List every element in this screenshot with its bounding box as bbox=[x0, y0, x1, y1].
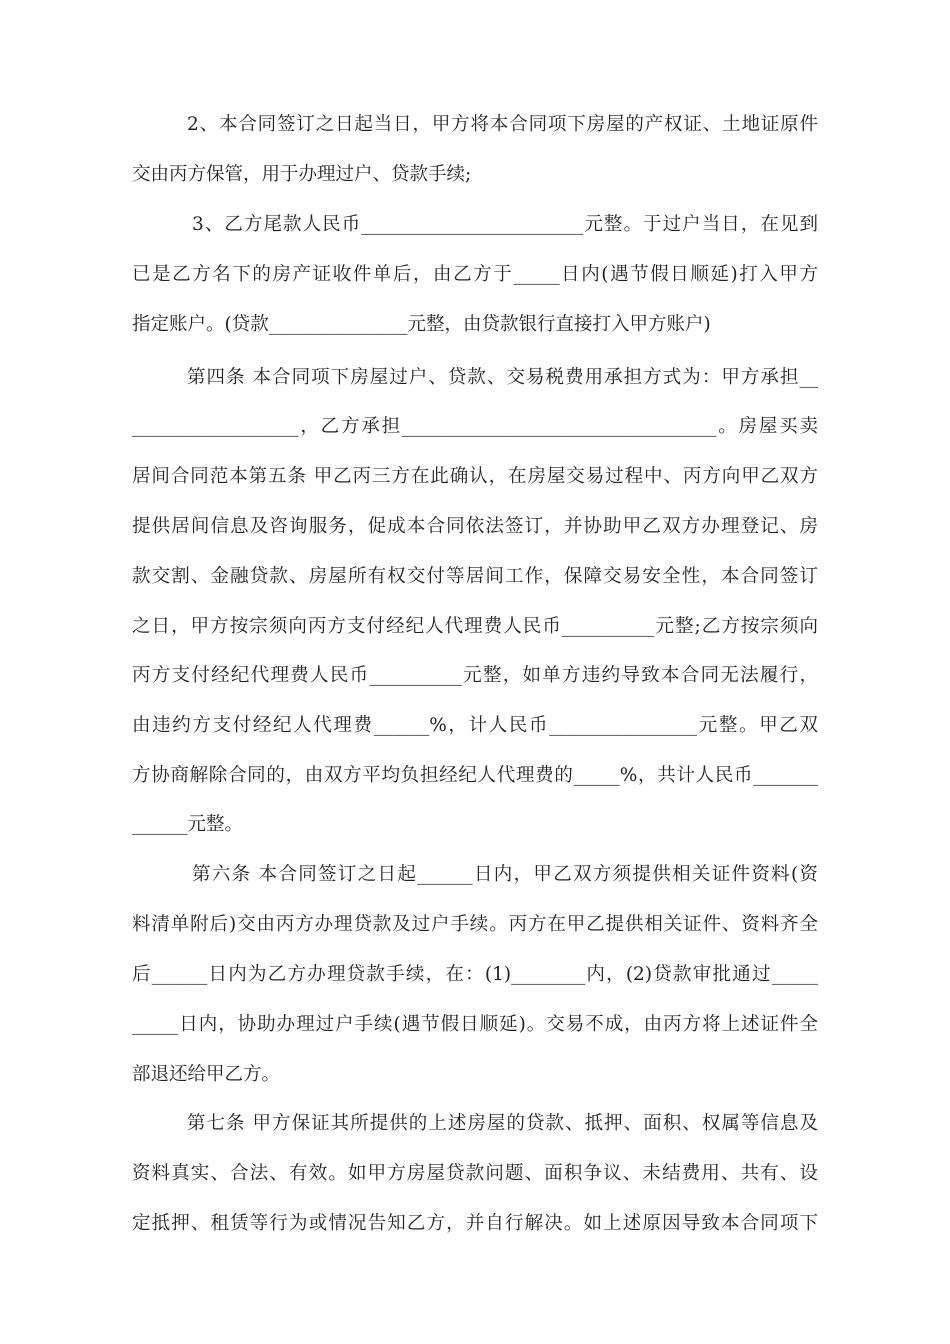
paragraph-line: ______元整。 bbox=[132, 814, 244, 835]
paragraph-line: 3、乙方尾款人民币________________________元整。于过户当日，在见到 bbox=[192, 214, 818, 235]
paragraph-line: 部退还给甲乙方。 bbox=[132, 1064, 281, 1085]
paragraph-line: 由违约方支付经纪人代理费______%，计人民币________________元整。甲乙双 bbox=[132, 715, 818, 736]
paragraph-line: 指定账户。(贷款_______________元整，由贷款银行直接打入甲方账户) bbox=[132, 314, 711, 335]
paragraph-line: __________________，乙方承担__________________________________。房屋买卖 bbox=[132, 416, 818, 437]
paragraph-line: 交由丙方保管，用于办理过户、贷款手续; bbox=[132, 164, 472, 185]
paragraph-line: 第四条 本合同项下房屋过户、贷款、交易税费用承担方式为：甲方承担__ bbox=[187, 367, 818, 388]
paragraph-line: 提供居间信息及咨询服务，促成本合同依法签订，并协助甲乙双方办理登记、房 bbox=[132, 516, 818, 537]
paragraph-line: 第七条 甲方保证其所提供的上述房屋的贷款、抵押、面积、权属等信息及 bbox=[187, 1113, 818, 1134]
paragraph-line: 料清单附后)交由丙方办理贷款及过户手续。丙方在甲乙提供相关证件、资料齐全 bbox=[132, 914, 818, 935]
paragraph-line: 第六条 本合同签订之日起______日内，甲乙双方须提供相关证件资料(资 bbox=[192, 864, 818, 885]
paragraph-line: 2、本合同签订之日起当日，甲方将本合同项下房屋的产权证、土地证原件 bbox=[187, 114, 818, 135]
paragraph-line: 居间合同范本第五条 甲乙丙三方在此确认，在房屋交易过程中、丙方向甲乙双方 bbox=[132, 466, 818, 487]
paragraph-line: 丙方支付经纪代理费人民币__________元整，如单方违约导致本合同无法履行， bbox=[132, 665, 818, 686]
paragraph-line: _____日内，协助办理过户手续(遇节假日顺延)。交易不成，由丙方将上述证件全 bbox=[132, 1014, 818, 1035]
paragraph-line: 方协商解除合同的，由双方平均负担经纪人代理费的_____%，共计人民币_______ bbox=[132, 765, 818, 786]
paragraph-line: 后______日内为乙方办理贷款手续，在：(1)________内，(2)贷款审批通过_____ bbox=[132, 964, 818, 985]
paragraph-line: 款交割、金融贷款、房屋所有权交付等居间工作，保障交易安全性，本合同签订 bbox=[132, 566, 818, 587]
paragraph-line: 定抵押、租赁等行为或情况告知乙方，并自行解决。如上述原因导致本合同项下 bbox=[132, 1213, 818, 1234]
paragraph-line: 之日，甲方按宗须向丙方支付经纪人代理费人民币__________元整;乙方按宗须向 bbox=[132, 616, 818, 637]
paragraph-line: 资料真实、合法、有效。如甲方房屋贷款问题、面积争议、未结费用、共有、设 bbox=[132, 1163, 818, 1184]
paragraph-line: 已是乙方名下的房产证收件单后，由乙方于_____日内(遇节假日顺延)打入甲方 bbox=[132, 264, 818, 285]
